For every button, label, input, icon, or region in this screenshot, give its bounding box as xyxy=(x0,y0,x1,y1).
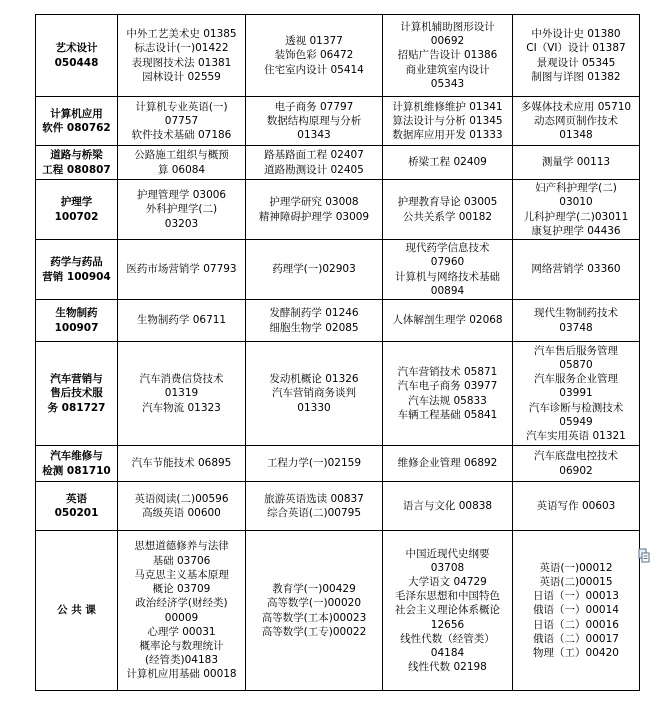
table-row xyxy=(36,482,640,531)
course-cell: 教育学(一)00429 高等数学(一)00020 高等数学(工本)00023 高等数学(工专)00022 xyxy=(246,531,383,691)
major-name-cell: 计算机应用 软件 080762 xyxy=(36,97,118,146)
course-cell: 电子商务 07797 数据结构原理与分析 01343 xyxy=(246,97,383,146)
table-row xyxy=(36,15,640,97)
course-cell: 桥梁工程 02409 xyxy=(383,146,513,180)
course-cell: 公路施工组织与概预 算 06084 xyxy=(118,146,246,180)
major-name-cell: 生物制药 100907 xyxy=(36,300,118,342)
course-cell: 透视 01377 装饰色彩 06472 住宅室内设计 05414 xyxy=(246,15,383,97)
course-cell: 语言与文化 00838 xyxy=(383,482,513,531)
course-cell: 汽车底盘电控技术 06902 xyxy=(513,446,640,482)
major-name-cell: 道路与桥梁 工程 080807 xyxy=(36,146,118,180)
course-cell: 测量学 00113 xyxy=(513,146,640,180)
major-name-cell: 护理学 100702 xyxy=(36,180,118,240)
course-cell: 英语阅读(二)00596 高级英语 00600 xyxy=(118,482,246,531)
table-row xyxy=(36,180,640,240)
course-cell: 生物制药学 06711 xyxy=(118,300,246,342)
course-cell: 药理学(一)02903 xyxy=(246,240,383,300)
course-cell: 现代生物制药技术 03748 xyxy=(513,300,640,342)
paste-options-icon-glyph xyxy=(638,548,650,565)
paste-options-icon[interactable] xyxy=(638,548,650,565)
course-cell: 医药市场营销学 07793 xyxy=(118,240,246,300)
table-row xyxy=(36,97,640,146)
table-row xyxy=(36,240,640,300)
table-row xyxy=(36,300,640,342)
course-cell: 汽车营销技术 05871 汽车电子商务 03977 汽车法规 05833 车辆工程基础 05841 xyxy=(383,342,513,446)
course-cell: 中外设计史 01380 CI（VI）设计 01387 景观设计 05345 制图与详图 01382 xyxy=(513,15,640,97)
major-name-cell: 公 共 课 xyxy=(36,531,118,691)
course-cell: 现代药学信息技术 07960 计算机与网络技术基础 00894 xyxy=(383,240,513,300)
course-cell: 旅游英语选读 00837 综合英语(二)00795 xyxy=(246,482,383,531)
course-cell: 计算机专业英语(一) 07757 软件技术基础 07186 xyxy=(118,97,246,146)
course-cell: 英语(一)00012 英语(二)00015 日语（一）00013 俄语（一）00014 日语（二）00016 俄语（二）00017 物理（工）00420 xyxy=(513,531,640,691)
course-cell: 思想道德修养与法律 基础 03706 马克思主义基本原理 概论 03709 政治经济学(财经类) 00009 心理学 00031 概率论与数理统计 (经管类)04183 计算机应用基础 00018 xyxy=(118,531,246,691)
table-row xyxy=(36,342,640,446)
course-cell: 计算机辅助图形设计 00692 招贴广告设计 01386 商业建筑室内设计 05343 xyxy=(383,15,513,97)
course-cell: 护理教育导论 03005 公共关系学 00182 xyxy=(383,180,513,240)
course-cell: 汽车节能技术 06895 xyxy=(118,446,246,482)
table-row xyxy=(36,146,640,180)
course-cell: 维修企业管理 06892 xyxy=(383,446,513,482)
course-cell: 网络营销学 03360 xyxy=(513,240,640,300)
course-cell: 妇产科护理学(二) 03010 儿科护理学(二)03011 康复护理学 04436 xyxy=(513,180,640,240)
table-row xyxy=(36,531,640,691)
course-cell: 中国近现代史纲要 03708 大学语文 04729 毛泽东思想和中国特色 社会主义理论体系概论 12656 线性代数（经管类） 04184 线性代数 02198 xyxy=(383,531,513,691)
table-row xyxy=(36,446,640,482)
course-cell: 英语写作 00603 xyxy=(513,482,640,531)
major-name-cell: 英语 050201 xyxy=(36,482,118,531)
course-cell: 多媒体技术应用 05710 动态网页制作技术 01348 xyxy=(513,97,640,146)
course-cell: 发酵制药学 01246 细胞生物学 02085 xyxy=(246,300,383,342)
major-name-cell: 药学与药品 营销 100904 xyxy=(36,240,118,300)
course-cell: 中外工艺美术史 01385 标志设计(一)01422 表现图技术法 01381 园林设计 02559 xyxy=(118,15,246,97)
course-cell: 路基路面工程 02407 道路勘测设计 02405 xyxy=(246,146,383,180)
course-table xyxy=(35,14,640,691)
course-cell: 工程力学(一)02159 xyxy=(246,446,383,482)
course-cell: 护理管理学 03006 外科护理学(二) 03203 xyxy=(118,180,246,240)
course-cell: 护理学研究 03008 精神障碍护理学 03009 xyxy=(246,180,383,240)
course-cell: 发动机概论 01326 汽车营销商务谈判 01330 xyxy=(246,342,383,446)
course-cell: 计算机维修维护 01341 算法设计与分析 01345 数据库应用开发 01333 xyxy=(383,97,513,146)
major-name-cell: 汽车营销与 售后技术服 务 081727 xyxy=(36,342,118,446)
course-cell: 人体解剖生理学 02068 xyxy=(383,300,513,342)
course-cell: 汽车消费信贷技术 01319 汽车物流 01323 xyxy=(118,342,246,446)
course-cell: 汽车售后服务管理 05870 汽车服务企业管理 03991 汽车诊断与检测技术 05949 汽车实用英语 01321 xyxy=(513,342,640,446)
major-name-cell: 汽车维修与 检测 081710 xyxy=(36,446,118,482)
major-name-cell: 艺术设计 050448 xyxy=(36,15,118,97)
